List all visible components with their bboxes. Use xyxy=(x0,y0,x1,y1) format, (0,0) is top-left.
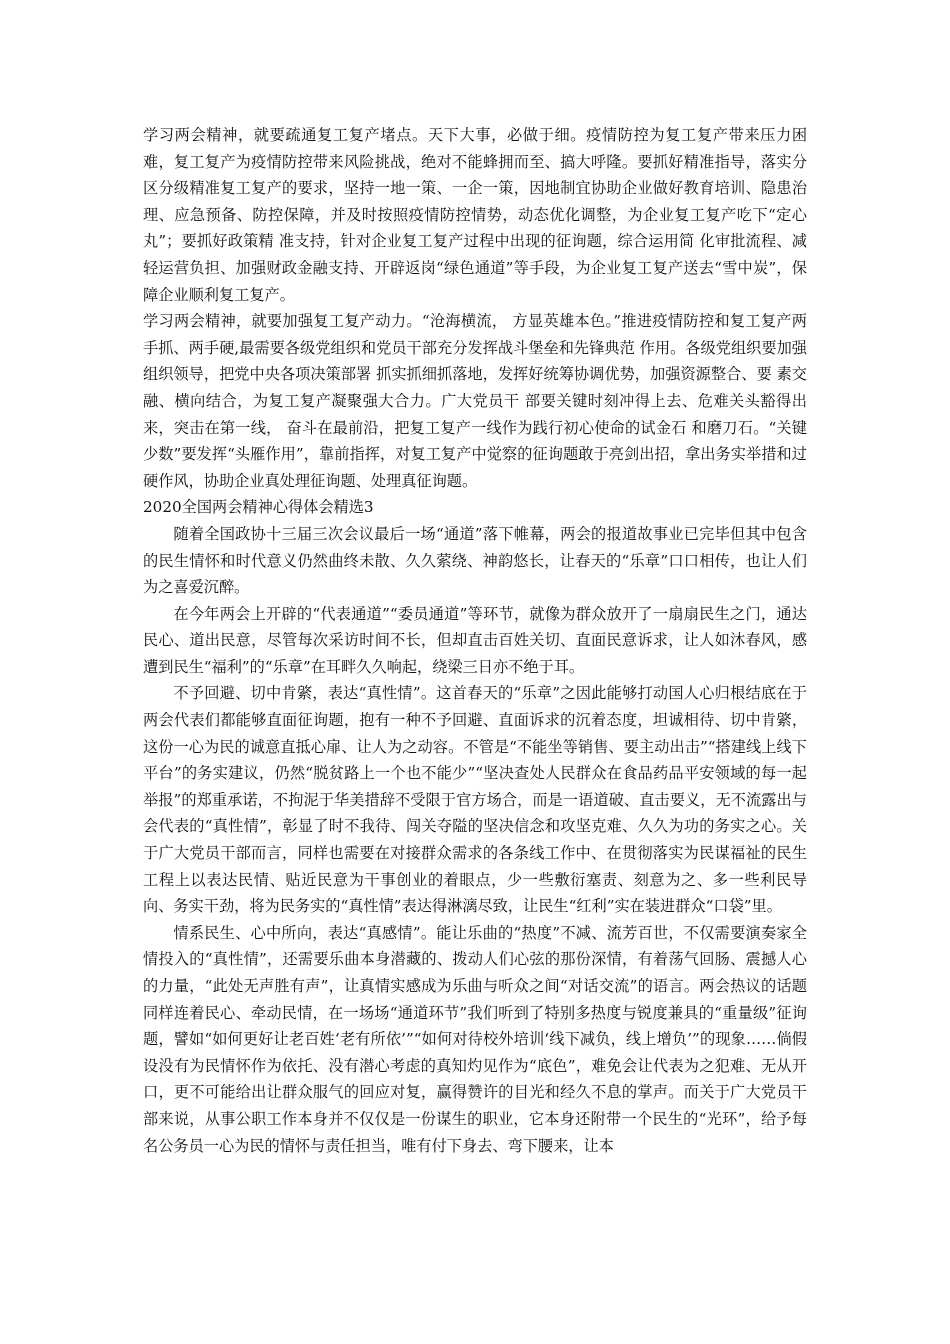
paragraph-section-intro: 随着全国政协十三届三次会议最后一场“通道”落下帷幕，两会的报道故事业已完毕但其中包含的民生情怀和时代意义仍然曲终未散、久久萦绕、神韵悠长，让春天的“乐章”口口相传，也让人们为之喜爱沉醉。 xyxy=(143,524,807,597)
section-heading: 2020全国两会精神心得体会精选3 xyxy=(143,498,374,517)
paragraph-resume-momentum: 学习两会精神，就要加强复工复产动力。“沧海横流， 方显英雄本色。”推进疫情防控和复工复产两手抓、两手硬,最需要各级党组织和党员干部充分发挥战斗堡垒和先锋典范 作用。各级党组织要加强组织领导，把党中央各项决策部署 抓实抓细抓落地，发挥好统筹协调优势，加强资源整合、要 素交融、横向结合，为复工复产凝聚强大合力。广大党员干 部要关键时刻冲得上去、危难关头豁得出来，突击在第一线， 奋斗在最前沿，把复工复产一线作为践行初心使命的试金石 和磨刀石。“关键少数”要发挥“头雁作用”，靠前指挥，对复工复产中觉察的征询题敢于亮剑出招，拿出务实举措和过硬作风，协助企业真处理征询题、处理真征询题。 xyxy=(143,312,807,490)
paragraph-true-feelings: 情系民生、心中所向，表达“真感情”。能让乐曲的“热度”不减、流芳百世，不仅需要演奏家全情投入的“真性情”，还需要乐曲本身潜藏的、拨动人们心弦的那份深情，有着荡气回肠、震撼人心的力量，“此处无声胜有声”，让真情实感成为乐曲与听众之间“对话交流”的语言。两会热议的话题同样连着民心、牵动民情，在一场场“通道环节”我们听到了特别多热度与锐度兼具的“重量级”征询题，譬如“如何更好让老百姓‘老有所依’”“如何对待校外培训‘线下减负，线上增负’”的现象……倘假设没有为民情怀作为依托、没有潜心考虑的真知灼见作为“底色”，难免会让代表为之犯难、无从开口，更不可能给出让群众服气的回应对复，赢得赞许的目光和经久不息的掌声。而关于广大党员干部来说，从事公职工作本身并不仅仅是一份谋生的职业，它本身还附带一个民生的“光环”，给予每名公务员一心为民的情怀与责任担当，唯有付下身去、弯下腰来，让本 xyxy=(143,923,807,1155)
paragraph-resume-bottlenecks: 学习两会精神，就要疏通复工复产堵点。天下大事，必做于细。疫情防控为复工复产带来压力困难，复工复产为疫情防控带来风险挑战，绝对不能蜂拥而至、搞大呼隆。要抓好精准指导，落实分区分级精准复工复产的要求，坚持一地一策、一企一策，因地制宜协助企业做好教育培训、隐患治理、应急预备、防控保障，并及时按照疫情防控情势，动态优化调整，为企业复工复产吃下“定心丸”；要抓好政策精 准支持，针对企业复工复产过程中出现的征询题，综合运用简 化审批流程、减轻运营负担、加强财政金融支持、开辟返岗“绿色通道”等手段，为企业复工复产送去“雪中炭”，保障企业顺利复工复产。 xyxy=(143,126,807,304)
paragraph-true-temperament: 不予回避、切中肯綮，表达“真性情”。这首春天的“乐章”之因此能够打动国人心归根结底在于两会代表们都能够直面征询题，抱有一种不予回避、直面诉求的沉着态度，坦诚相待、切中肯綮，这份一心为民的诚意直抵心扉、让人为之动容。不管是“不能坐等销售、要主动出击”“搭建线上线下平台”的务实建议，仍然“脱贫路上一个也不能少”“坚决查处人民群众在食品药品平安领域的每一起举报”的郑重承诺，不拘泥于华美措辞不受限于官方场合，而是一语道破、直击要义，无不流露出与会代表的“真性情”，彰显了时不我待、闯关夺隘的坚决信念和攻坚克难、久久为功的务实之心。关于广大党员干部而言，同样也需要在对接群众需求的各条线工作中、在贯彻落实为民谋福祉的民生工程上以表达民情、贴近民意为干事创业的着眼点，少一些敷衍塞责、刻意为之、多一些利民导向、务实干劲，将为民务实的“真性情”表达得淋漓尽致，让民生“红利”实在装进群众“口袋”里。 xyxy=(143,684,807,916)
paragraph-channels: 在今年两会上开辟的“代表通道”“委员通道”等环节，就像为群众放开了一扇扇民生之门，通达民心、道出民意，尽管每次采访时间不长，但却直击百姓关切、直面民意诉求，让人如沐春风，感遭到民生“福利”的“乐章”在耳畔久久响起，绕梁三日亦不绝于耳。 xyxy=(143,604,807,676)
document-body xyxy=(143,122,807,1159)
